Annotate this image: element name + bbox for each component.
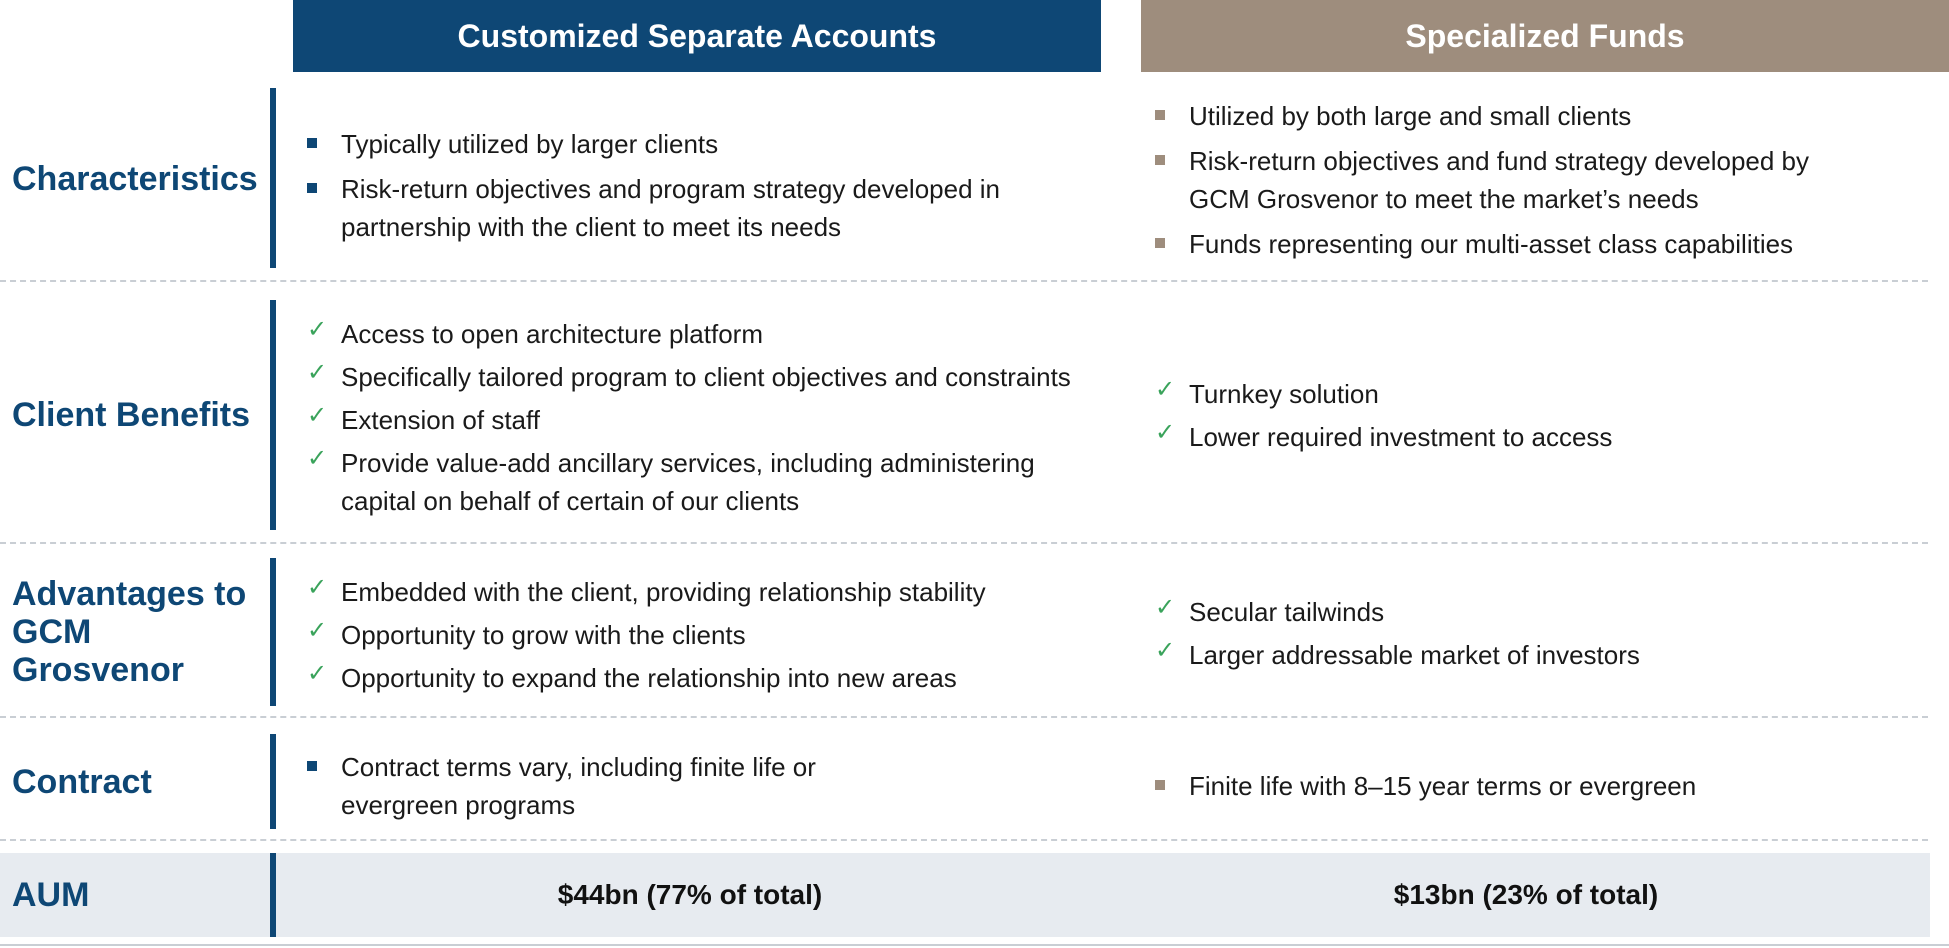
square-bullet-icon <box>307 761 317 771</box>
check-mark-icon: ✓ <box>1155 637 1176 664</box>
row-separator <box>0 839 1928 841</box>
square-bullet-icon <box>1155 155 1165 165</box>
square-bullet-icon <box>1155 780 1165 790</box>
characteristics-right-list <box>1155 97 1855 263</box>
row-label-client-benefits: Client Benefits <box>12 396 251 434</box>
list-item: ✓ Opportunity to expand the relationship into new areas <box>307 660 957 693</box>
list-item: Risk-return objectives and fund strategy developed by GCM Grosvenor to meet the market’s needs <box>1155 142 1855 218</box>
row-separator <box>0 716 1928 718</box>
header-specialized-funds: Specialized Funds <box>1141 0 1949 72</box>
row-divider-bar <box>270 734 276 829</box>
check-mark-icon: ✓ <box>1155 376 1176 403</box>
square-bullet-icon <box>1155 110 1165 120</box>
check-mark-icon: ✓ <box>307 574 328 601</box>
bottom-rule <box>0 944 1949 946</box>
list-item: ✓ Extension of staff <box>307 402 540 435</box>
characteristics-left-list <box>307 125 1097 246</box>
list-item: ✓ Provide value-add ancillary services, including administering capital on behalf of certain of our clients <box>307 445 1035 516</box>
row-label-advantages: Advantages to GCM Grosvenor <box>12 575 247 689</box>
row-label-contract: Contract <box>12 762 152 801</box>
check-mark-icon: ✓ <box>307 359 328 386</box>
list-item: Risk-return objectives and program strategy developed in partnership with the client to meet its needs <box>307 170 1097 246</box>
list-item: Funds representing our multi-asset class capabilities <box>1155 225 1855 263</box>
list-item: Contract terms vary, including finite life or evergreen programs <box>307 748 867 824</box>
advantages-right-list <box>1155 593 1855 674</box>
list-item: ✓ Larger addressable market of investors <box>1155 637 1640 670</box>
row-label-aum: AUM <box>12 876 90 914</box>
list-item: ✓ Turnkey solution <box>1155 376 1379 409</box>
check-mark-icon: ✓ <box>307 617 328 644</box>
list-item: ✓ Lower required investment to access <box>1155 419 1613 452</box>
list-item: ✓ Specifically tailored program to client objectives and constraints <box>307 359 1071 392</box>
check-mark-icon: ✓ <box>307 445 328 472</box>
advantages-left-list <box>307 573 1107 697</box>
contract-left-list <box>307 748 867 824</box>
square-bullet-icon <box>1155 238 1165 248</box>
row-divider-bar <box>270 300 276 530</box>
list-item: Finite life with 8–15 year terms or evergreen <box>1155 767 1855 805</box>
square-bullet-icon <box>307 138 317 148</box>
client-benefits-right-list <box>1155 375 1855 456</box>
client-benefits-left-list <box>307 315 1107 520</box>
row-divider-bar <box>270 853 276 937</box>
row-label-characteristics: Characteristics <box>12 160 258 198</box>
row-divider-bar <box>270 88 276 268</box>
check-mark-icon: ✓ <box>1155 594 1176 621</box>
list-item: ✓ Embedded with the client, providing relationship stability <box>307 574 986 607</box>
list-item: Utilized by both large and small clients <box>1155 97 1855 135</box>
aum-separate-accounts-value: $44bn (77% of total) <box>557 879 823 910</box>
list-item: Typically utilized by larger clients <box>307 125 1097 163</box>
row-divider-bar <box>270 558 276 706</box>
check-mark-icon: ✓ <box>1155 419 1176 446</box>
header-customized-separate-accounts: Customized Separate Accounts <box>293 0 1101 72</box>
contract-right-list <box>1155 767 1855 805</box>
check-mark-icon: ✓ <box>307 316 328 343</box>
list-item: ✓ Secular tailwinds <box>1155 594 1385 627</box>
list-item: ✓ Opportunity to grow with the clients <box>307 617 746 650</box>
row-separator <box>0 280 1928 282</box>
aum-specialized-funds-value: $13bn (23% of total) <box>1393 879 1659 910</box>
check-mark-icon: ✓ <box>307 402 328 429</box>
square-bullet-icon <box>307 183 317 193</box>
row-separator <box>0 542 1928 544</box>
list-item: ✓ Access to open architecture platform <box>307 316 763 349</box>
check-mark-icon: ✓ <box>307 660 328 687</box>
